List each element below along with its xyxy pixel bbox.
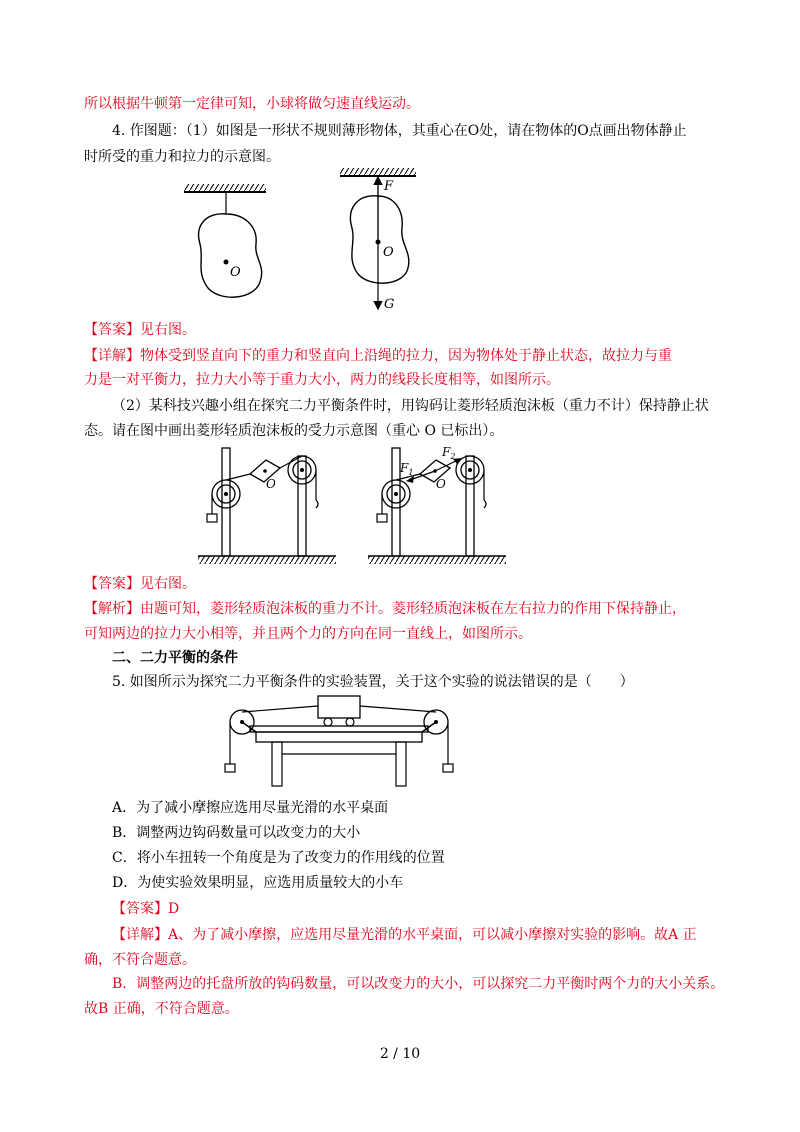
option-d: D．为使实验效果明显，应选用质量较大的小车 xyxy=(112,875,404,891)
section-heading: 二、二力平衡的条件 xyxy=(112,650,238,666)
label-f: F xyxy=(384,179,394,194)
question-4-line1: 4. 作图题：（1）如图是一形状不规则薄形物体，其重心在O处，请在物体的O点画出物体静止 xyxy=(112,123,687,139)
answer-label: 【答案】见右图。 xyxy=(84,322,196,338)
question-4-2-line2: 态。请在图中画出菱形轻质泡沫板的受力示意图（重心 O 已标出）。 xyxy=(84,423,504,439)
explanation-line: 力是一对平衡力，拉力大小等于重力大小，两力的线段长度相等，如图所示。 xyxy=(84,372,560,388)
label-o: O xyxy=(436,477,446,491)
label-g: G xyxy=(384,297,395,312)
figure-cart-apparatus xyxy=(214,692,464,792)
label-f1-subscript: 1 xyxy=(408,468,414,477)
explanation-line: 确，不符合题意。 xyxy=(84,952,196,968)
svg-text:F1 xyxy=(399,461,413,477)
option-b: B．调整两边钩码数量可以改变力的大小 xyxy=(112,825,361,841)
label-o: O xyxy=(266,477,276,491)
option-c: C．将小车扭转一个角度是为了改变力的作用线的位置 xyxy=(112,850,445,866)
explanation-line: 【详解】A、为了减小摩擦，应选用尽量光滑的水平桌面，可以减小摩擦对实验的影响。故A 正 xyxy=(112,927,697,943)
question-4-line2: 时所受的重力和拉力的示意图。 xyxy=(84,149,280,165)
question-4-2-line1: （2）某科技兴趣小组在探究二力平衡条件时，用钩码让菱形轻质泡沫板（重力不计）保持静止状 xyxy=(112,398,709,414)
figure-suspended-object xyxy=(180,166,440,316)
text-line: 所以根据牛顿第一定律可知，小球将做匀速直线运动。 xyxy=(84,96,420,112)
analysis-line: 【解析】由题可知，菱形轻质泡沫板的重力不计。菱形轻质泡沫板在左右拉力的作用下保持静止， xyxy=(84,601,686,617)
analysis-line: 可知两边的拉力大小相等，并且两个力的方向在同一直线上，如图所示。 xyxy=(84,626,532,642)
question-5: 5. 如图所示为探究二力平衡条件的实验装置，关于这个实验的说法错误的是（ ） xyxy=(112,674,634,690)
explanation-line: 故B 正确，不符合题意。 xyxy=(84,1001,239,1017)
answer-label: 【答案】D xyxy=(112,901,180,917)
label-o: O xyxy=(383,245,394,260)
label-f2: F xyxy=(442,445,451,459)
svg-text:F2 xyxy=(441,445,455,461)
figure-rhombus-board xyxy=(196,442,536,568)
answer-label: 【答案】见右图。 xyxy=(84,576,196,592)
page-number: 2 / 10 xyxy=(379,1046,421,1062)
label-f1: F xyxy=(400,461,409,475)
label-o: O xyxy=(230,265,241,280)
option-a: A．为了减小摩擦应选用尽量光滑的水平桌面 xyxy=(112,800,389,816)
explanation-line: 【详解】物体受到竖直向下的重力和竖直向上沿绳的拉力，因为物体处于静止状态，故拉力与重 xyxy=(84,348,672,364)
label-f2-subscript: 2 xyxy=(450,452,456,461)
explanation-line: B．调整两边的托盘所放的钩码数量，可以改变力的大小，可以探究二力平衡时两个力的大小关系。 xyxy=(112,976,725,992)
